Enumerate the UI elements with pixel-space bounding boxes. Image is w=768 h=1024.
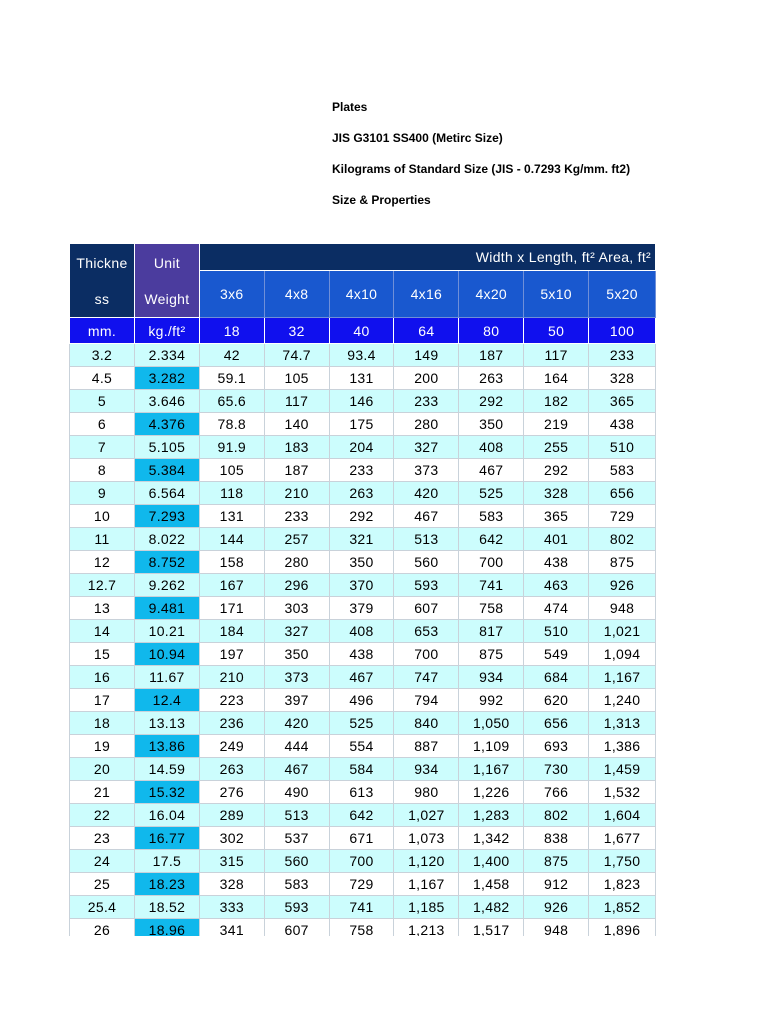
unit-weight-cell: 13.13	[134, 712, 199, 735]
weight-cell: 59.1	[199, 367, 264, 390]
header-row-units	[70, 318, 656, 344]
weight-cell: 1,386	[589, 735, 656, 758]
unit-weight-cell: 7.293	[134, 505, 199, 528]
weight-cell: 656	[524, 712, 589, 735]
weight-cell: 184	[199, 620, 264, 643]
width-length-area-header: Width x Length, ft² Area, ft²	[199, 244, 655, 271]
weight-cell: 328	[524, 482, 589, 505]
weight-cell: 93.4	[329, 344, 394, 367]
weight-cell: 980	[394, 781, 459, 804]
weight-cell: 292	[329, 505, 394, 528]
weight-cell: 729	[589, 505, 656, 528]
weight-cell: 912	[524, 873, 589, 896]
weight-cell: 131	[199, 505, 264, 528]
weight-cell: 328	[199, 873, 264, 896]
weight-cell: 420	[394, 482, 459, 505]
weight-cell: 249	[199, 735, 264, 758]
table-row	[70, 735, 656, 758]
thickness-cell: 12.7	[70, 574, 135, 597]
weight-cell: 510	[589, 436, 656, 459]
weight-cell: 164	[524, 367, 589, 390]
weight-cell: 370	[329, 574, 394, 597]
size-header: 5x10	[524, 271, 589, 318]
table-row	[70, 551, 656, 574]
weight-cell: 1,213	[394, 919, 459, 937]
table-row	[70, 896, 656, 919]
weight-cell: 219	[524, 413, 589, 436]
thickness-cell: 18	[70, 712, 135, 735]
weight-cell: 656	[589, 482, 656, 505]
thickness-cell: 9	[70, 482, 135, 505]
weight-cell: 257	[264, 528, 329, 551]
weight-cell: 303	[264, 597, 329, 620]
area-header: 100	[589, 318, 656, 344]
unit-weight-cell: 10.21	[134, 620, 199, 643]
weight-cell: 210	[199, 666, 264, 689]
weight-cell: 613	[329, 781, 394, 804]
weight-cell: 554	[329, 735, 394, 758]
weight-cell: 65.6	[199, 390, 264, 413]
weight-cell: 747	[394, 666, 459, 689]
unit-weight-cell: 8.752	[134, 551, 199, 574]
heading-plates: Plates	[332, 100, 368, 114]
weight-cell: 144	[199, 528, 264, 551]
thickness-cell: 15	[70, 643, 135, 666]
weight-cell: 280	[264, 551, 329, 574]
weight-cell: 438	[329, 643, 394, 666]
weight-cell: 175	[329, 413, 394, 436]
table-row	[70, 827, 656, 850]
weight-cell: 167	[199, 574, 264, 597]
weight-cell: 992	[459, 689, 524, 712]
table-row	[70, 459, 656, 482]
weight-cell: 948	[524, 919, 589, 937]
weight-cell: 1,027	[394, 804, 459, 827]
weight-cell: 350	[264, 643, 329, 666]
weight-cell: 840	[394, 712, 459, 735]
weight-cell: 438	[589, 413, 656, 436]
weight-cell: 794	[394, 689, 459, 712]
weight-cell: 149	[394, 344, 459, 367]
size-header: 4x8	[264, 271, 329, 318]
area-header: 40	[329, 318, 394, 344]
weight-cell: 817	[459, 620, 524, 643]
weight-cell: 379	[329, 597, 394, 620]
weight-cell: 263	[329, 482, 394, 505]
weight-cell: 408	[459, 436, 524, 459]
weight-cell: 1,677	[589, 827, 656, 850]
weight-cell: 78.8	[199, 413, 264, 436]
weight-cell: 1,400	[459, 850, 524, 873]
weight-cell: 91.9	[199, 436, 264, 459]
weight-cell: 1,852	[589, 896, 656, 919]
weight-cell: 328	[589, 367, 656, 390]
weight-cell: 549	[524, 643, 589, 666]
weight-cell: 560	[264, 850, 329, 873]
thickness-cell: 3.2	[70, 344, 135, 367]
table-row	[70, 574, 656, 597]
weight-cell: 1,167	[589, 666, 656, 689]
weight-cell: 642	[329, 804, 394, 827]
weight-cell: 182	[524, 390, 589, 413]
weight-header	[134, 244, 199, 318]
weight-cell: 730	[524, 758, 589, 781]
weight-cell: 1,094	[589, 643, 656, 666]
table-row	[70, 344, 656, 367]
weight-cell: 276	[199, 781, 264, 804]
unit-weight-cell: 10.94	[134, 643, 199, 666]
weight-cell: 693	[524, 735, 589, 758]
table-row	[70, 597, 656, 620]
weight-cell: 560	[394, 551, 459, 574]
weight-cell: 1,283	[459, 804, 524, 827]
weight-cell: 758	[329, 919, 394, 937]
weight-cell: 620	[524, 689, 589, 712]
table-body	[70, 244, 656, 937]
table-row	[70, 781, 656, 804]
weight-cell: 1,050	[459, 712, 524, 735]
weight-cell: 1,313	[589, 712, 656, 735]
weight-cell: 1,109	[459, 735, 524, 758]
weight-cell: 302	[199, 827, 264, 850]
weight-cell: 187	[264, 459, 329, 482]
weight-cell: 280	[394, 413, 459, 436]
weight-cell: 1,342	[459, 827, 524, 850]
unit-weight-cell: 16.04	[134, 804, 199, 827]
weight-cell: 513	[264, 804, 329, 827]
thickness-header-bottom: ss	[94, 290, 110, 307]
weight-cell: 365	[524, 505, 589, 528]
area-header: 18	[199, 318, 264, 344]
thickness-header	[70, 244, 135, 318]
thickness-cell: 12	[70, 551, 135, 574]
weight-cell: 607	[394, 597, 459, 620]
header-row-span	[70, 244, 656, 271]
thickness-cell: 8	[70, 459, 135, 482]
thickness-cell: 25.4	[70, 896, 135, 919]
table-row	[70, 390, 656, 413]
weight-cell: 321	[329, 528, 394, 551]
weight-cell: 397	[264, 689, 329, 712]
size-header: 5x20	[589, 271, 656, 318]
weight-cell: 583	[264, 873, 329, 896]
table-row	[70, 505, 656, 528]
weight-cell: 373	[264, 666, 329, 689]
thickness-cell: 6	[70, 413, 135, 436]
unit-weight-cell: 6.564	[134, 482, 199, 505]
table-row	[70, 850, 656, 873]
weight-cell: 236	[199, 712, 264, 735]
table-row	[70, 643, 656, 666]
weight-cell: 1,021	[589, 620, 656, 643]
weight-cell: 758	[459, 597, 524, 620]
unit-weight-cell: 18.23	[134, 873, 199, 896]
weight-cell: 741	[329, 896, 394, 919]
weight-cell: 289	[199, 804, 264, 827]
weight-cell: 233	[329, 459, 394, 482]
table-row	[70, 919, 656, 937]
weight-cell: 341	[199, 919, 264, 937]
weight-header-bottom: Weight	[144, 290, 190, 307]
weight-cell: 593	[394, 574, 459, 597]
heading-standard: JIS G3101 SS400 (Metirc Size)	[332, 131, 503, 145]
weight-cell: 490	[264, 781, 329, 804]
weight-cell: 838	[524, 827, 589, 850]
weight-cell: 401	[524, 528, 589, 551]
weight-cell: 183	[264, 436, 329, 459]
weight-cell: 653	[394, 620, 459, 643]
weight-cell: 1,896	[589, 919, 656, 937]
size-header: 3x6	[199, 271, 264, 318]
unit-weight-cell: 3.646	[134, 390, 199, 413]
thickness-cell: 17	[70, 689, 135, 712]
weight-cell: 333	[199, 896, 264, 919]
thickness-cell: 20	[70, 758, 135, 781]
weight-cell: 467	[459, 459, 524, 482]
weight-cell: 729	[329, 873, 394, 896]
table-row	[70, 712, 656, 735]
weight-cell: 373	[394, 459, 459, 482]
weight-cell: 315	[199, 850, 264, 873]
unit-weight-cell: 17.5	[134, 850, 199, 873]
weight-cell: 117	[524, 344, 589, 367]
weight-cell: 467	[394, 505, 459, 528]
thickness-cell: 10	[70, 505, 135, 528]
weight-cell: 233	[589, 344, 656, 367]
weight-cell: 887	[394, 735, 459, 758]
weight-cell: 1,226	[459, 781, 524, 804]
weight-cell: 263	[459, 367, 524, 390]
weight-cell: 1,167	[394, 873, 459, 896]
weight-cell: 1,604	[589, 804, 656, 827]
weight-cell: 263	[199, 758, 264, 781]
weight-cell: 255	[524, 436, 589, 459]
weight-cell: 875	[589, 551, 656, 574]
size-header: 4x20	[459, 271, 524, 318]
weight-cell: 1,240	[589, 689, 656, 712]
weight-cell: 296	[264, 574, 329, 597]
weight-header-top: Unit	[153, 254, 180, 271]
weight-cell: 187	[459, 344, 524, 367]
unit-weight-cell: 5.105	[134, 436, 199, 459]
weight-cell: 146	[329, 390, 394, 413]
weight-cell: 420	[264, 712, 329, 735]
weight-cell: 583	[459, 505, 524, 528]
weight-cell: 1,517	[459, 919, 524, 937]
unit-weight-cell: 4.376	[134, 413, 199, 436]
weight-cell: 105	[264, 367, 329, 390]
weight-cell: 233	[394, 390, 459, 413]
thickness-cell: 22	[70, 804, 135, 827]
weight-cell: 642	[459, 528, 524, 551]
unit-weight-cell: 9.262	[134, 574, 199, 597]
thickness-cell: 5	[70, 390, 135, 413]
weight-cell: 926	[524, 896, 589, 919]
unit-weight-cell: 11.67	[134, 666, 199, 689]
heading-kilograms: Kilograms of Standard Size (JIS - 0.7293 Kg/mm. ft2)	[332, 162, 631, 176]
weight-cell: 1,459	[589, 758, 656, 781]
weight-cell: 510	[524, 620, 589, 643]
weight-unit: kg./ft²	[134, 318, 199, 344]
unit-weight-cell: 14.59	[134, 758, 199, 781]
weight-cell: 327	[394, 436, 459, 459]
size-header: 4x10	[329, 271, 394, 318]
unit-weight-cell: 8.022	[134, 528, 199, 551]
weight-cell: 350	[459, 413, 524, 436]
plate-table-container	[69, 243, 656, 936]
thickness-cell: 21	[70, 781, 135, 804]
table-row	[70, 482, 656, 505]
size-header: 4x16	[394, 271, 459, 318]
weight-cell: 197	[199, 643, 264, 666]
document-headings	[332, 99, 630, 223]
unit-weight-cell: 2.334	[134, 344, 199, 367]
heading-size-properties: Size & Properties	[332, 193, 431, 207]
unit-weight-cell: 12.4	[134, 689, 199, 712]
unit-weight-cell: 3.282	[134, 367, 199, 390]
weight-cell: 210	[264, 482, 329, 505]
weight-cell: 233	[264, 505, 329, 528]
weight-cell: 42	[199, 344, 264, 367]
weight-cell: 1,482	[459, 896, 524, 919]
area-header: 64	[394, 318, 459, 344]
weight-cell: 105	[199, 459, 264, 482]
table-row	[70, 436, 656, 459]
weight-cell: 802	[589, 528, 656, 551]
weight-cell: 926	[589, 574, 656, 597]
thickness-cell: 14	[70, 620, 135, 643]
weight-cell: 700	[394, 643, 459, 666]
area-header: 32	[264, 318, 329, 344]
thickness-cell: 25	[70, 873, 135, 896]
thickness-header-top: Thickne	[76, 254, 128, 271]
weight-cell: 1,823	[589, 873, 656, 896]
weight-cell: 537	[264, 827, 329, 850]
weight-cell: 117	[264, 390, 329, 413]
weight-cell: 875	[459, 643, 524, 666]
weight-cell: 513	[394, 528, 459, 551]
weight-cell: 525	[329, 712, 394, 735]
thickness-cell: 19	[70, 735, 135, 758]
weight-cell: 74.7	[264, 344, 329, 367]
thickness-cell: 26	[70, 919, 135, 937]
weight-cell: 223	[199, 689, 264, 712]
table-row	[70, 413, 656, 436]
table-row	[70, 367, 656, 390]
unit-weight-cell: 13.86	[134, 735, 199, 758]
weight-cell: 700	[459, 551, 524, 574]
weight-cell: 158	[199, 551, 264, 574]
weight-cell: 875	[524, 850, 589, 873]
thickness-unit: mm.	[70, 318, 135, 344]
weight-cell: 671	[329, 827, 394, 850]
table-row	[70, 528, 656, 551]
weight-cell: 131	[329, 367, 394, 390]
weight-cell: 1,750	[589, 850, 656, 873]
weight-cell: 118	[199, 482, 264, 505]
weight-cell: 1,458	[459, 873, 524, 896]
table-row	[70, 873, 656, 896]
plate-weight-table	[69, 243, 656, 936]
weight-cell: 204	[329, 436, 394, 459]
weight-cell: 140	[264, 413, 329, 436]
weight-cell: 607	[264, 919, 329, 937]
table-row	[70, 666, 656, 689]
thickness-cell: 16	[70, 666, 135, 689]
weight-cell: 948	[589, 597, 656, 620]
weight-cell: 438	[524, 551, 589, 574]
weight-cell: 584	[329, 758, 394, 781]
weight-cell: 496	[329, 689, 394, 712]
weight-cell: 365	[589, 390, 656, 413]
unit-weight-cell: 16.77	[134, 827, 199, 850]
weight-cell: 171	[199, 597, 264, 620]
unit-weight-cell: 18.96	[134, 919, 199, 937]
table-row	[70, 804, 656, 827]
weight-cell: 350	[329, 551, 394, 574]
weight-cell: 934	[459, 666, 524, 689]
weight-cell: 741	[459, 574, 524, 597]
weight-cell: 1,185	[394, 896, 459, 919]
weight-cell: 1,120	[394, 850, 459, 873]
weight-cell: 292	[524, 459, 589, 482]
weight-cell: 1,167	[459, 758, 524, 781]
weight-cell: 583	[589, 459, 656, 482]
weight-cell: 463	[524, 574, 589, 597]
weight-cell: 327	[264, 620, 329, 643]
weight-cell: 593	[264, 896, 329, 919]
thickness-cell: 4.5	[70, 367, 135, 390]
weight-cell: 467	[329, 666, 394, 689]
thickness-cell: 24	[70, 850, 135, 873]
thickness-cell: 11	[70, 528, 135, 551]
weight-cell: 684	[524, 666, 589, 689]
weight-cell: 525	[459, 482, 524, 505]
weight-cell: 700	[329, 850, 394, 873]
weight-cell: 1,073	[394, 827, 459, 850]
unit-weight-cell: 15.32	[134, 781, 199, 804]
table-row	[70, 689, 656, 712]
thickness-cell: 7	[70, 436, 135, 459]
area-header: 80	[459, 318, 524, 344]
weight-cell: 802	[524, 804, 589, 827]
weight-cell: 934	[394, 758, 459, 781]
weight-cell: 444	[264, 735, 329, 758]
unit-weight-cell: 5.384	[134, 459, 199, 482]
weight-cell: 474	[524, 597, 589, 620]
weight-cell: 200	[394, 367, 459, 390]
thickness-cell: 13	[70, 597, 135, 620]
weight-cell: 766	[524, 781, 589, 804]
weight-cell: 292	[459, 390, 524, 413]
weight-cell: 1,532	[589, 781, 656, 804]
weight-cell: 408	[329, 620, 394, 643]
unit-weight-cell: 9.481	[134, 597, 199, 620]
unit-weight-cell: 18.52	[134, 896, 199, 919]
table-row	[70, 758, 656, 781]
table-row	[70, 620, 656, 643]
weight-cell: 467	[264, 758, 329, 781]
area-header: 50	[524, 318, 589, 344]
thickness-cell: 23	[70, 827, 135, 850]
